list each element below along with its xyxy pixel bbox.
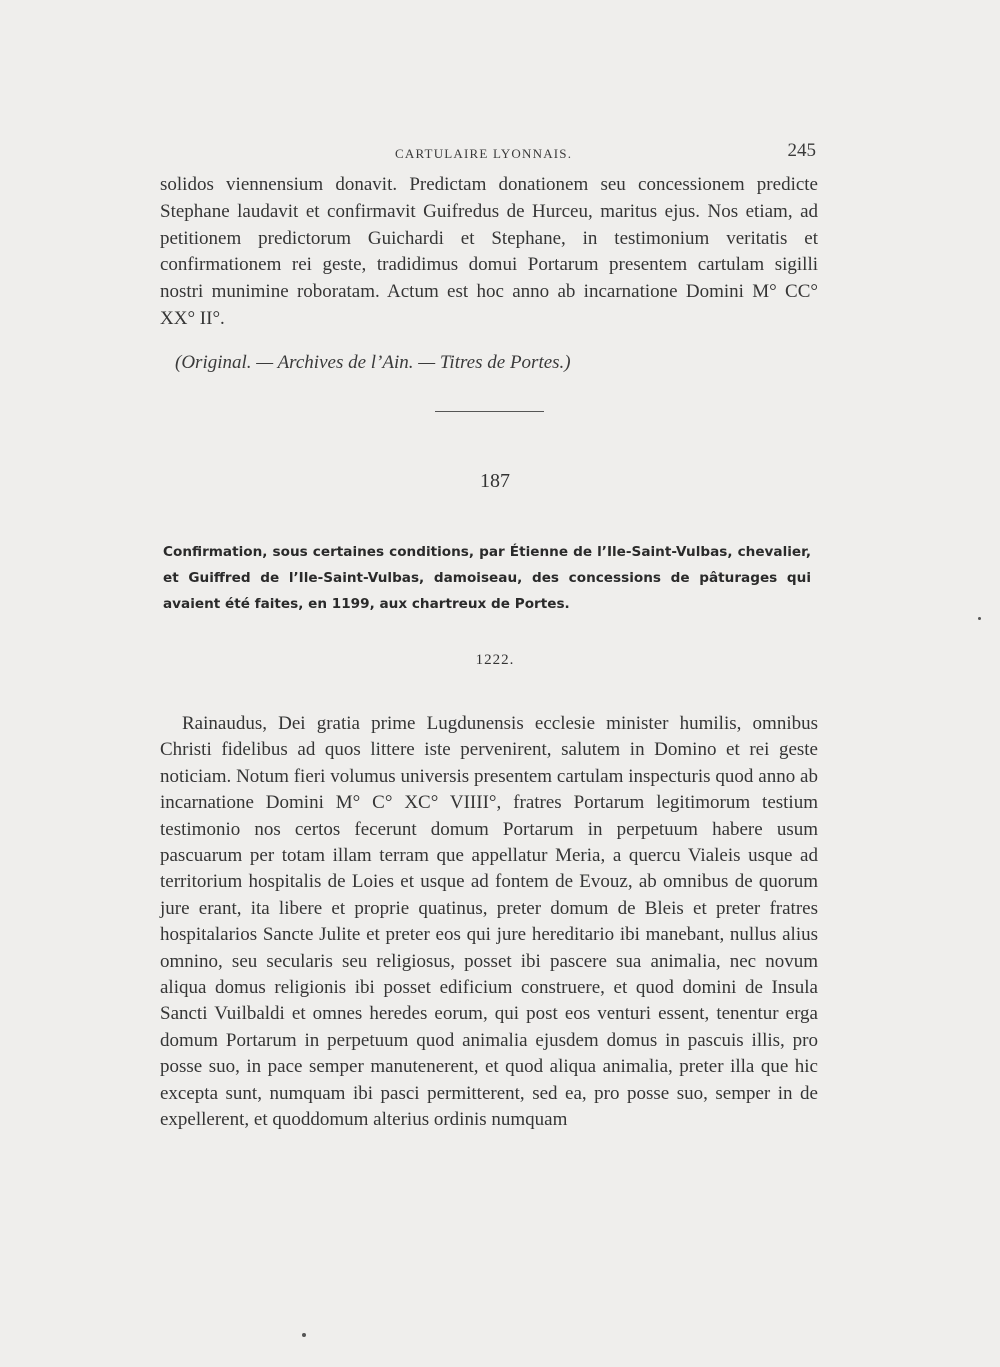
previous-document-text [160, 172, 818, 333]
previous-document-paragraph: solidos viennensium donavit. Predictam donationem seu concessionem predicte Stephane laudavit et confirmavit Guifredus de Hurceu, maritus ejus. Nos etiam, ad petitionem predictorum Guichardi et Stephane, in testimonium veritatis et confirmationem rei geste, tradidimus domui Portarum presentem cartulam sigilli nostri munimine roboratam. Actum est hoc anno ab incarnatione Domini M° CC° XX° II°. [160, 174, 818, 329]
paper-speck [978, 617, 981, 620]
document-date: 1222. [475, 652, 515, 668]
document-summary [163, 539, 811, 617]
section-divider [435, 411, 544, 412]
charter-paragraph: Rainaudus, Dei gratia prime Lugdunensis ecclesie minister humilis, omnibus Christi fidelibus ad quos littere iste pervenirent, salutem in Domino et rei geste noticiam. Notum fieri volumus universis presentem cartulam inspecturis quod anno ab incarnatione Domini M° C° XC° VIIII°, fratres Portarum legitimorum testium testimonio nos certos fecerunt domum Portarum in perpetuum habere usum pascuarum per totam illam terram que appellatur Meria, a quercu Vialeis usque ad territorium hospitalis de Loies et usque ad fontem de Evouz, ab omnibus de quorum jure erant, ita libere et proprie quatinus, preter domum de Bleis et preter fratres hospitalarios Sancte Julite et preter eos qui jure hereditario ibi manebant, nullus alius omnino, seu secularis seu religiosus, posset ibi pascere sua animalia, nec novum aliqua domus religionis ibi posset edificium construere, et quod domini de Insula Sancti Vuilbaldi et omnes heredes eorum, qui post eos venturi essent, tenentur erga domum Portarum in perpetuum quod animalia ejusdem domus in pascuis illis, pro posse suo, in pace semper manutenerent, et quod aliqua animalia, preter illa que hic excepta sunt, numquam ibi pasci permitterent, sed ea, pro posse suo, semper in de expellerent, et quoddomum alterius ordinis numquam [160, 713, 818, 1131]
running-head [160, 140, 820, 170]
paper-speck [302, 1333, 306, 1337]
document-summary-text: Confirmation, sous certaines conditions, par Étienne de l’Ile-Saint-Vulbas, chevalier, et Guiffred de l’Ile-Saint-Vulbas, damoiseau, des concessions de pâturages qui avaient été faites, en 1199, aux chartreux de Portes. [163, 544, 811, 612]
charter-text [160, 711, 818, 1134]
source-note: (Original. — Archives de l’Ain. — Titres de Portes.) [175, 352, 571, 373]
running-title: CARTULAIRE LYONNAIS. [395, 146, 573, 161]
document-number: 187 [480, 470, 510, 492]
page-number: 245 [787, 140, 816, 161]
